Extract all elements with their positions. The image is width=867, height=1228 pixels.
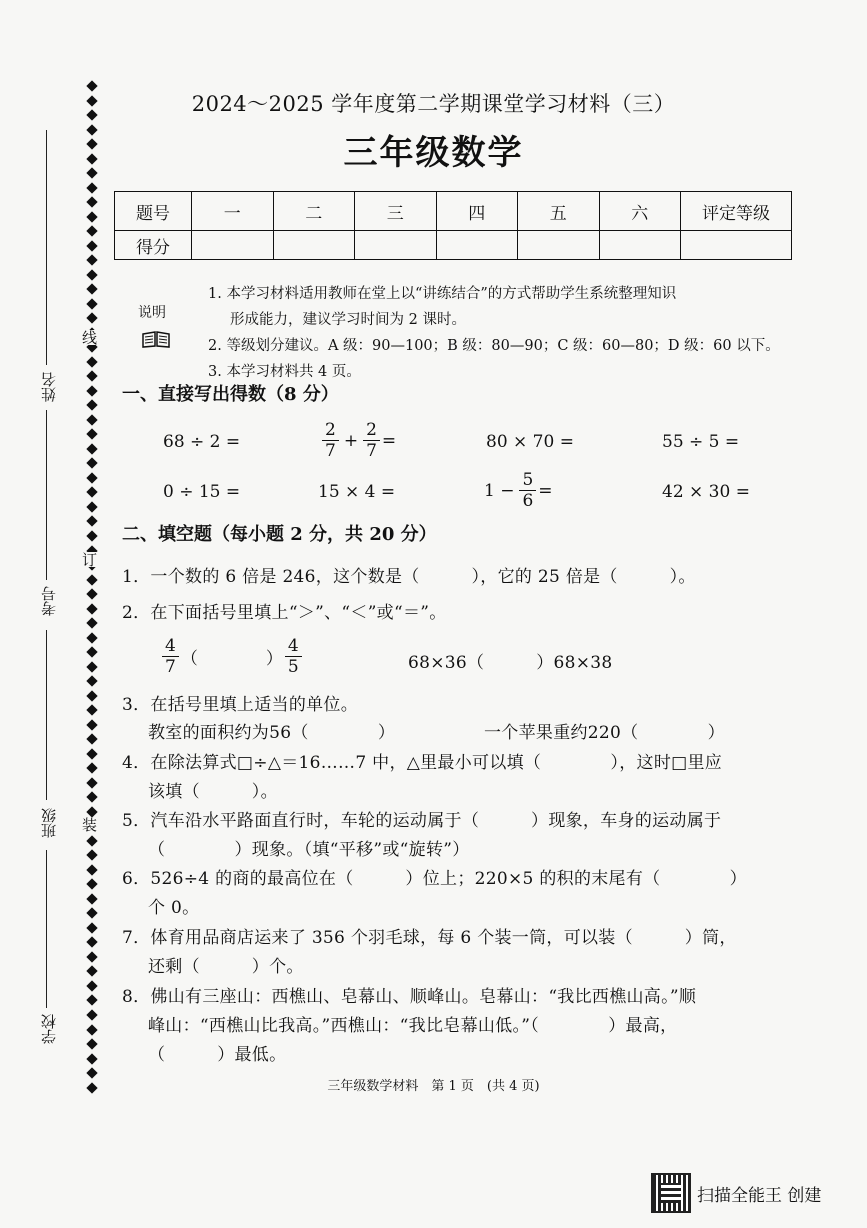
binding-diamond [86,966,97,977]
binding-diamond [86,400,97,411]
binding-diamond [86,516,97,527]
note-item: 形成能力，建议学习时间为 2 课时。 [230,312,466,328]
binding-diamond [86,429,97,440]
compare-products: 68×36（ ）68×38 [408,653,613,673]
binding-diamond [86,748,97,759]
binding-diamond [86,632,97,643]
calc-item: 42 × 30 = [662,482,750,502]
binding-diamond [86,777,97,788]
binding-diamond [86,240,97,251]
note-item: 2. 等级划分建议。A 级：90—100；B 级：80—90；C 级：60—80；D 级：60 以下。 [208,338,780,354]
score-input-cell[interactable] [355,231,437,260]
question-5: 5．汽车沿水平路面直行时，车轮的运动属于（ ）现象，车身的运动属于 [122,811,722,831]
qr-code-icon [651,1173,691,1213]
binding-diamond [86,414,97,425]
calc-item-fraction-diff: 1 − $\frac{5}{6}$ = [484,470,553,511]
binding-diamond [86,995,97,1006]
binding-diamond [86,792,97,803]
binding-diamond [86,922,97,933]
calc-item: 80 × 70 = [486,432,574,452]
binding-diamond [86,675,97,686]
binding-diamond [86,734,97,745]
score-cell: 二 [273,192,355,231]
binding-diamond [86,225,97,236]
binding-diamond [86,385,97,396]
scanner-watermark: 扫描全能王 创建 [697,1186,822,1206]
binding-diamond [86,487,97,498]
calc-item: 0 ÷ 15 = [163,482,241,502]
answer-blank[interactable]: （ ） [180,649,283,669]
binding-diamond [86,182,97,193]
question-3b: 一个苹果重约220（ ） [484,723,725,743]
binding-diamond [86,1009,97,1020]
question-5-cont: （ ）现象。（填“平移”或“旋转”） [148,840,470,860]
book-icon [141,330,171,348]
binding-diamond [86,472,97,483]
binding-diamond [86,1053,97,1064]
notes-label: 说明 [138,305,166,321]
binding-diamond [86,617,97,628]
question-3a: 教室的面积约为56（ ） [148,723,396,743]
binding-diamond [86,443,97,454]
binding-diamond [86,313,97,324]
binding-diamond [86,211,97,222]
binding-word-zhuang: 装 [80,817,98,832]
binding-diamond [86,284,97,295]
binding-diamond [86,501,97,512]
exam-number-line [46,410,47,580]
binding-diamond [86,806,97,817]
question-6-cont: 个 0。 [148,898,200,918]
binding-diamond [86,574,97,585]
calc-item-fraction-sum: $\frac{2}{7}$ + $\frac{2}{7}$ = [320,420,396,461]
fraction: $\frac{2}{7}$ [363,420,380,461]
compare-fractions [160,636,304,677]
exam-number-label: 考号 [40,586,58,616]
calc-item: 55 ÷ 5 = [662,432,740,452]
term-heading: 2024～2025 学年度第二学期课堂学习材料（三） [191,92,676,116]
calc-item: 15 × 4 = [318,482,396,502]
score-cell: 一 [192,192,274,231]
question-8-cont: 峰山：“西樵山比我高。”西樵山：“我比皂幕山低。”（ ）最高， [148,1016,678,1036]
binding-diamond [86,196,97,207]
binding-diamond [86,371,97,382]
score-input-cell[interactable] [273,231,355,260]
school-label: 学校 [40,1014,58,1044]
score-cell: 四 [436,192,518,231]
binding-diamond [86,690,97,701]
binding-diamond [86,864,97,875]
binding-diamond [86,937,97,948]
score-input-cell[interactable] [436,231,518,260]
score-input-cell[interactable] [599,231,681,260]
fraction: $\frac{5}{6}$ [519,470,536,511]
fraction: $\frac{2}{7}$ [322,420,339,461]
binding-diamond [86,646,97,657]
score-input-cell[interactable] [681,231,792,260]
binding-diamond [86,850,97,861]
binding-diamond [86,530,97,541]
note-item: 1. 本学习材料适用教师在堂上以“讲练结合”的方式帮助学生系统整理知识 [208,286,677,302]
binding-diamond [86,356,97,367]
binding-diamond-strip [84,82,100,1092]
name-label: 姓名 [40,372,58,402]
question-4-cont: 该填（ ）。 [148,782,278,802]
binding-diamond [86,255,97,266]
binding-diamond [86,1024,97,1035]
subject-title: 三年级数学 [343,133,524,173]
notes-list [208,281,798,385]
note-item: 3. 本学习材料共 4 页。 [208,364,361,380]
question-1: 1．一个数的 6 倍是 246，这个数是（ ），它的 25 倍是（ ）。 [122,567,696,587]
fraction: $\frac{4}{5}$ [285,636,302,677]
score-table [114,191,792,260]
score-cell: 五 [518,192,600,231]
question-6: 6．526÷4 的商的最高位在（ ）位上；220×5 的积的末尾有（ ） [122,869,747,889]
question-7: 7．体育用品商店运来了 356 个羽毛球，每 6 个装一筒，可以装（ ）筒， [122,928,737,948]
binding-diamond [86,951,97,962]
binding-diamond [86,661,97,672]
score-cell: 三 [355,192,437,231]
score-table-header-row [115,192,792,231]
question-8-cont2: （ ）最低。 [148,1045,287,1065]
section2-title: 二、填空题（每小题 2 分，共 20 分） [122,524,437,545]
section1-title: 一、直接写出得数（8 分） [122,384,339,405]
binding-word-xian: 线 [80,330,98,345]
page-footer: 三年级数学材料 第 1 页 (共 4 页) [327,1079,540,1094]
score-cell: 六 [599,192,681,231]
question-4: 4．在除法算式□÷△＝16……7 中，△里最小可以填（ ），这时□里应 [122,753,723,773]
school-line [46,850,47,1008]
binding-word-ding: 订 [80,552,98,567]
score-cell: 题号 [115,192,192,231]
binding-diamond [86,763,97,774]
binding-diamond [86,980,97,991]
binding-diamond [86,908,97,919]
question-7-cont: 还剩（ ）个。 [148,957,304,977]
class-line [46,630,47,800]
binding-diamond [86,603,97,614]
binding-diamond [86,269,97,280]
binding-diamond [86,893,97,904]
binding-diamond [86,719,97,730]
binding-diamond [86,835,97,846]
binding-diamond [86,879,97,890]
score-cell: 评定等级 [681,192,792,231]
score-table-score-row [115,231,792,260]
score-input-cell[interactable] [192,231,274,260]
score-input-cell[interactable] [518,231,600,260]
binding-diamond [86,458,97,469]
class-label: 班级 [40,808,58,838]
fraction: $\frac{4}{7}$ [162,636,179,677]
binding-diamond [86,588,97,599]
score-cell: 得分 [115,231,192,260]
calc-item: 68 ÷ 2 = [163,432,241,452]
question-2: 2．在下面括号里填上“＞”、“＜”或“＝”。 [122,603,447,623]
question-3: 3．在括号里填上适当的单位。 [122,695,359,715]
binding-diamond [86,1038,97,1049]
question-8: 8．佛山有三座山：西樵山、皂幕山、顺峰山。皂幕山：“我比西樵山高。”顺 [122,987,697,1007]
binding-diamond [86,705,97,716]
binding-diamond [86,298,97,309]
